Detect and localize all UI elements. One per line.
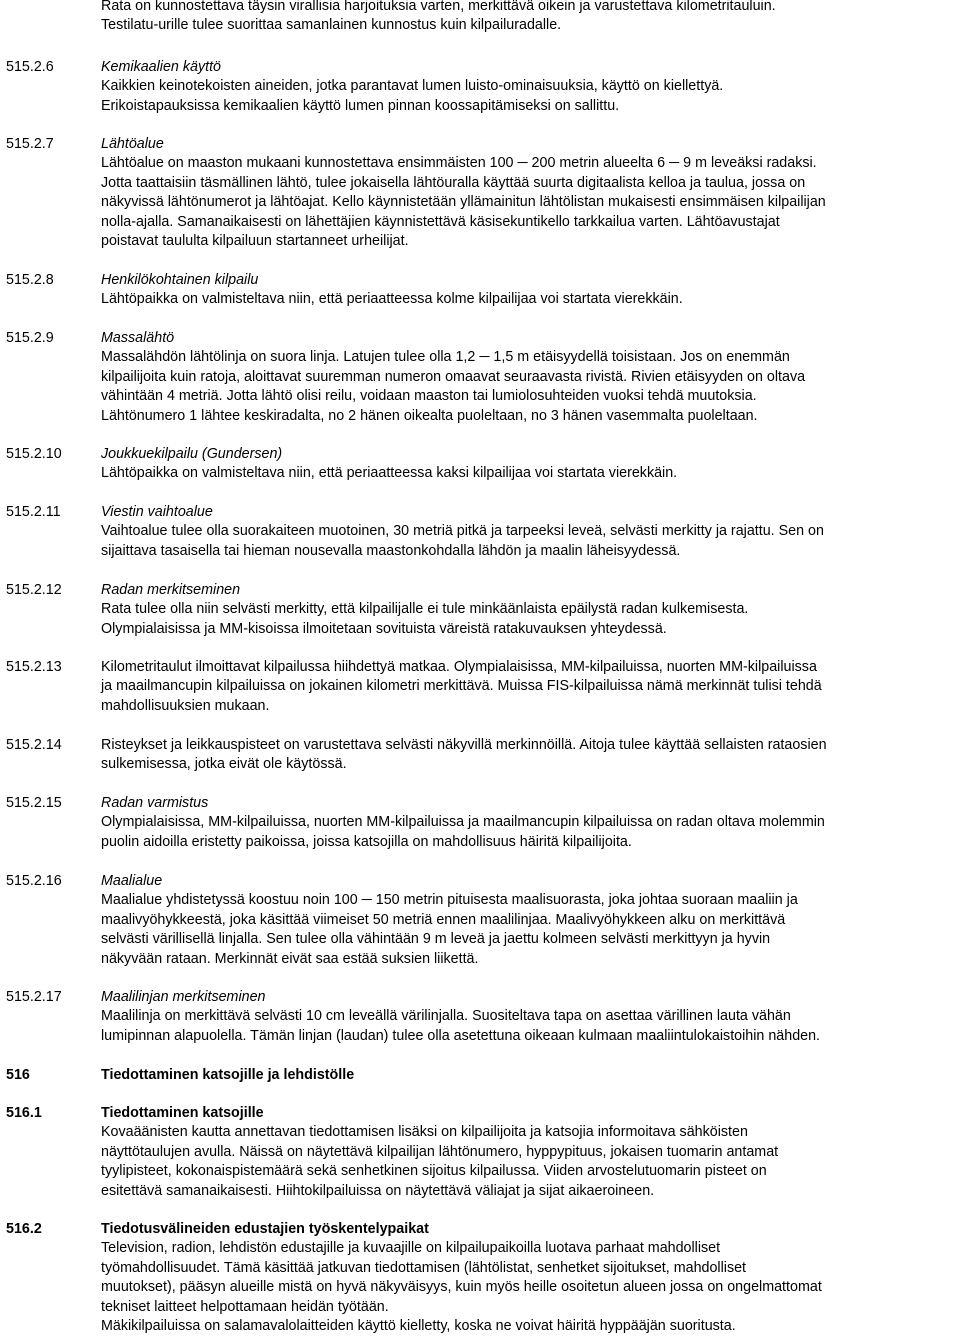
text-line: vähintään 4 metriä. Jotta lähtö olisi reilu, voidaan maaston tai lumiolosuhteiden vuoksi tehdä muutoksia.: [101, 388, 757, 405]
text-line: Erikoistapauksissa kemikaalien käyttö lumen pinnan koossapitämiseksi on sallittu.: [101, 97, 620, 114]
section-number: 515.2.10: [6, 446, 62, 462]
text-line: näkyvään rataan. Merkinnät eivät saa estää suksien liikettä.: [101, 950, 479, 967]
text-line: tyylipisteet, kokonaispistemäärä sekä senhetkinen sijoitus kilpailussa. Viiden arvostelutuomarin pisteet on: [101, 1163, 767, 1180]
text-line: Maalialue yhdistetyssä koostuu noin 100 ─ 150 metrin pituisesta maalisuorasta, joka johtaa suoraan maaliin ja: [101, 892, 798, 909]
section-heading: Radan merkitseminen: [101, 582, 241, 598]
text-line: Maalilinja on merkittävä selvästi 10 cm leveällä värilinjalla. Suositeltava tapa on asettaa värillinen lauta vähän: [101, 1008, 791, 1025]
section-heading: Joukkuekilpailu (Gundersen): [101, 446, 283, 462]
text-line: Testilatu-urille tulee suorittaa samanlainen kunnostus kuin kilpailuradalle.: [101, 17, 562, 34]
section-number: 515.2.16: [6, 873, 62, 889]
section-heading: Lähtöalue: [101, 136, 164, 152]
text-line: Vaihtoalue tulee olla suorakaiteen muotoinen, 30 metriä pitkä ja tarpeeksi leveä, selvästi merkitty ja rajattu. Sen on: [101, 523, 824, 540]
text-line: Jotta taattaisiin täsmällinen lähtö, tulee jokaisella lähtöuralla käyttää suurta digitaalista kelloa ja taulua, jossa on: [101, 174, 806, 191]
text-line: esitettävä samanaikaisesti. Hiihtokilpailuissa on näytettävä väliajat ja sijat aikaeroineen.: [101, 1182, 655, 1199]
section-number: 516: [6, 1067, 30, 1083]
text-line: Olympialaisissa ja MM-kisoissa ilmoitetaan sovituista väreistä ratakuvauksen yhteydessä.: [101, 620, 667, 637]
section-number: 515.2.9: [6, 330, 54, 346]
section-number: 515.2.6: [6, 59, 54, 75]
section-heading: Kemikaalien käyttö: [101, 59, 221, 75]
text-line: Lähtöpaikka on valmisteltava niin, että periaatteessa kaksi kilpailijaa voi startata vierekkäin.: [101, 465, 678, 482]
text-line: näyttötaulujen avulla. Näissä on näytettävä kilpailijan lähtönumero, hyppypituus, jokaisen tuomarin antamat: [101, 1143, 779, 1160]
section-number: 515.2.11: [6, 504, 61, 520]
section-number: 515.2.7: [6, 136, 54, 152]
text-line: Rata tulee olla niin selvästi merkitty, että kilpailijalle ei tule minkäänlaista epäilystä radan kulkemisesta.: [101, 601, 749, 618]
text-line: Mäkikilpailuissa on salamavalolaitteiden käyttö kielletty, koska ne voivat häiritä hyppääjän suoritusta.: [101, 1318, 736, 1335]
section-heading: Viestin vaihtoalue: [101, 504, 213, 520]
text-line: mahdollisuuksien mukaan.: [101, 697, 270, 714]
text-line: sijaittava tasaisella tai hieman nousevalla maastonkohdalla lähdön ja maalin läheisyydessä.: [101, 542, 681, 559]
text-line: Olympialaisissa, MM-kilpailuissa, nuorten MM-kilpailuissa ja maailmancupin kilpailuissa on radan oltava molemmin: [101, 814, 825, 831]
text-line: selvästi värillisellä linjalla. Sen tulee olla vähintään 9 m leveä ja jaettu kolmeen selvästi merkittyyn ja hyvin: [101, 931, 771, 948]
text-line: Rata on kunnostettava täysin virallisia harjoituksia varten, merkittävä oikein ja varustettava kilometritauluin.: [101, 0, 776, 14]
text-line: Kaikkien keinotekoisten aineiden, jotka parantavat lumen luisto-ominaisuuksia, käyttö on kiellettyä.: [101, 78, 724, 95]
section-heading: Tiedottaminen katsojille ja lehdistölle: [101, 1067, 355, 1083]
text-line: Television, radion, lehdistön edustajille ja kuvaajille on kilpailupaikoilla luotava parhaat mahdolliset: [101, 1240, 721, 1257]
text-line: Kilometritaulut ilmoittavat kilpailussa hiihdettyä matkaa. Olympialaisissa, MM-kilpailuissa, nuorten MM-kilpailuissa: [101, 659, 817, 675]
section-number: 515.2.13: [6, 659, 62, 675]
text-line: ja maailmancupin kilpailuissa on jokainen kilometri merkittävä. Muissa FIS-kilpailuissa nämä merkinnät tulisi tehdä: [101, 678, 822, 695]
text-line: Lähtönumero 1 lähtee keskiradalta, no 2 hänen oikealta puoleltaan, no 3 hänen vasemmalta puoleltaan.: [101, 407, 758, 424]
section-heading: Maalialue: [101, 873, 163, 889]
section-heading: Henkilökohtainen kilpailu: [101, 272, 259, 288]
section-number: 515.2.17: [6, 989, 62, 1005]
text-line: näkyvissä lähtönumerot ja lähtöajat. Kello käynnistetään yllämainitun lähtölistan mukaisesti ensimmäisen kilpailijan: [101, 194, 826, 211]
section-heading: Maalilinjan merkitseminen: [101, 989, 266, 1005]
text-line: maalivyöhykkeestä, joka käsittää viimeiset 50 metriä ennen maalilinjaa. Maalivyöhykkeen alku on merkittävä: [101, 911, 786, 928]
section-number: 515.2.15: [6, 795, 62, 811]
section-number: 516.1: [6, 1105, 42, 1121]
section-heading: Massalähtö: [101, 330, 175, 346]
text-line: Massalähdön lähtölinja on suora linja. Latujen tulee olla 1,2 ─ 1,5 m etäisyydellä toisistaan. Jos on enemmän: [101, 349, 790, 366]
text-line: Lähtöpaikka on valmisteltava niin, että periaatteessa kolme kilpailijaa voi startata vierekkäin.: [101, 291, 683, 308]
text-line: Lähtöalue on maaston mukaani kunnostettava ensimmäisten 100 ─ 200 metrin alueelta 6 ─ 9 m leveäksi radaksi.: [101, 155, 817, 172]
text-line: puolin aidoilla eristetty paikoissa, joissa katsojilla on mahdollisuus häiritä kilpailijoita.: [101, 833, 632, 850]
section-number: 515.2.8: [6, 272, 54, 288]
text-line: työmahdollisuudet. Tämä käsittää jatkuvan tiedottamisen (lähtölistat, senhetket sijoitukset, mahdolliset: [101, 1259, 747, 1276]
text-line: poistavat taululta kilpailuun startanneet urheilijat.: [101, 233, 409, 250]
section-number: 515.2.12: [6, 582, 62, 598]
section-number: 515.2.14: [6, 737, 62, 753]
text-line: lumipinnan alapuolella. Tämän linjan (laudan) tulee olla asetettuna oikeaan kulmaan maaliintulokaistoihin nähden.: [101, 1027, 821, 1044]
section-heading: Tiedotusvälineiden edustajien työskentelypaikat: [101, 1221, 429, 1237]
section-heading: Tiedottaminen katsojille: [101, 1105, 264, 1121]
text-line: nolla-ajalla. Samanaikaisesti on lähettäjien käynnistettävä käsisekuntikello tarkkailua varten. Lähtöavustajat: [101, 213, 780, 230]
text-line: sulkemisessa, jotka eivät ole käytössä.: [101, 756, 347, 773]
section-heading: Radan varmistus: [101, 795, 209, 811]
text-line: Risteykset ja leikkauspisteet on varustettava selvästi näkyvillä merkinnöillä. Aitoja tulee käyttää sellaisten rataosien: [101, 737, 827, 753]
text-line: kilpailijoita kuin ratoja, aloittavat suuremman numeron omaavat seuraavasta rivistä. Rivien etäisyyden on oltava: [101, 368, 806, 385]
section-number: 516.2: [6, 1221, 42, 1237]
text-line: Kovaäänisten kautta annettavan tiedottamisen lisäksi on kilpailijoita ja katsojia informoitava sähköisten: [101, 1124, 748, 1141]
text-line: muutokset), pääsyn alueille mistä on hyvä näkyväisyys, kuin myös heille osoitetun alueen jossa on ongelmattomat: [101, 1279, 822, 1296]
text-line: tekniset laitteet helpottamaan heidän työtään.: [101, 1298, 389, 1315]
